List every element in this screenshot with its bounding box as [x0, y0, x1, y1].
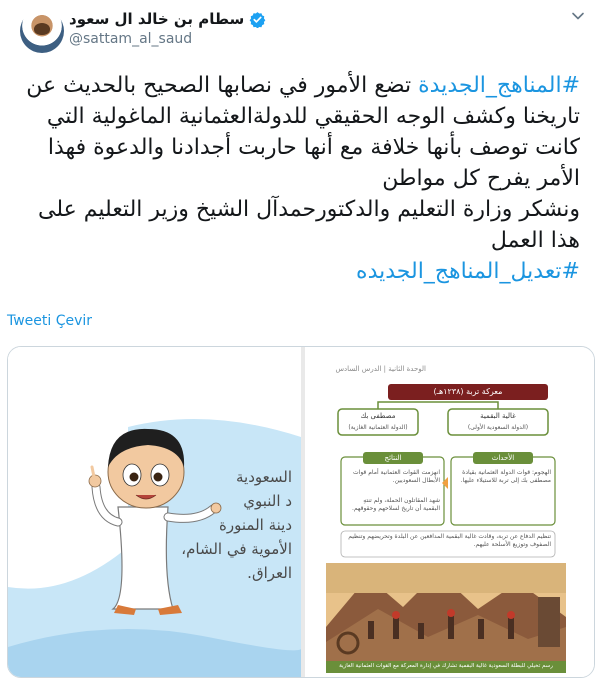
hashtag-link[interactable]: #المناهج_الجديدة [418, 73, 580, 98]
tweet-paragraph-1 [24, 70, 580, 194]
verified-badge-icon [249, 11, 266, 28]
textbook-spread-graphic [8, 347, 594, 677]
results-title: النتائج [384, 454, 402, 462]
left-page-line: دينة المنورة [219, 516, 292, 534]
left-page-text [176, 465, 292, 585]
events-box [451, 457, 555, 525]
tweet-body [24, 70, 580, 287]
tweet-paragraph-3 [24, 256, 580, 287]
events-text: الهجوم: قوات الدولة العثمانية بقيادة مصطفى بك إلى تربة للاستيلاء عليها. [460, 469, 551, 484]
events-text-2: تنظيم الدفاع عن تربة، وقادت غالية البقمية المدافعين عن البلدة وتحريضهم وتنظيم الصفوف وتوزيع الأسلحة عليهم. [348, 533, 551, 548]
hashtag-link[interactable]: #تعديل_المناهج_الجديده [356, 259, 580, 284]
side-left-sub: (الدولة العثمانية الغازية) [348, 424, 408, 431]
tweet-text-segment: تضع الأمور في نصابها الصحيح بالحديث عن تاريخنا وكشف الوجه الحقيقي للدولةالعثمانية الماغولية التي كانت توصف بأنها خلافة مع أنها حاربت أجدادنا والدعوة فهذا الأمر يفرح كل مواطن [26, 73, 580, 191]
scene-caption: رسم تخيلي للبطلة السعودية غالية البقمية تشارك في إدارة المعركة مع القوات العثمانية الغازية [339, 663, 553, 669]
tweet-paragraph-2 [24, 194, 580, 256]
tweet-media-image[interactable] [7, 346, 595, 678]
side-right-sub: (الدولة السعودية الأولى) [467, 424, 529, 431]
left-page-line: د النبوي [243, 492, 292, 510]
author-name-row[interactable] [69, 10, 266, 28]
left-page-line: العراق. [247, 564, 292, 582]
page-header: الوحدة الثانية | الدرس السادس [335, 365, 426, 373]
tweet-header [0, 0, 600, 62]
author-display-name[interactable]: سطام بن خالد ال سعود [69, 10, 245, 28]
side-right-name: غالية البقمية [480, 412, 516, 420]
events-title: الأحداث [491, 454, 515, 462]
chevron-down-icon[interactable] [570, 8, 586, 24]
results-box [341, 457, 444, 525]
left-page-line: السعودية [235, 468, 292, 486]
profile-avatar-icon[interactable] [20, 9, 64, 53]
results-text-2: شهد المقاتلون الحملة، ولم تنتهِ البقمية أن تاريخ لسلاحهم وحقوقهم. [352, 497, 440, 512]
side-left-name: مصطفى بك [360, 412, 396, 420]
battle-title: معركة تربة (١٢٣٨هـ) [433, 387, 503, 396]
left-page-line: الأموية في الشام، [181, 540, 292, 558]
battle-scene-illustration [326, 563, 566, 661]
translate-tweet-link[interactable]: Tweeti Çevir [7, 313, 93, 329]
author-handle[interactable]: @sattam_al_saud [69, 31, 193, 47]
tweet-text-segment: ونشكر وزارة التعليم والدكتورحمدآل الشيخ وزير التعليم على هذا العمل [38, 197, 580, 253]
results-text: انهزمت القوات العثمانية أمام قوات الأبطال السعوديين. [353, 469, 440, 484]
